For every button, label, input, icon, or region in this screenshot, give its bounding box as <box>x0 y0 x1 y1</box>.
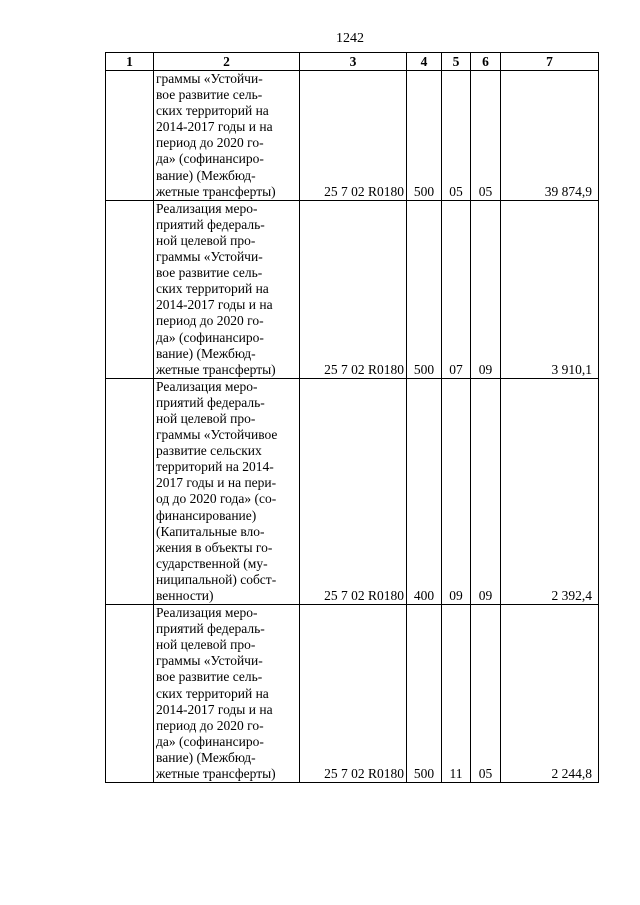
description-line: вание) (Межбюд- <box>156 345 256 361</box>
description-line: ной целевой про- <box>156 637 256 653</box>
description-line: вание) (Межбюд- <box>156 167 256 183</box>
description-line: финансирование) <box>156 507 257 523</box>
description-line: территорий на 2014- <box>156 459 274 475</box>
description-line: граммы «Устойчи- <box>156 249 263 265</box>
row-number-cell <box>106 71 154 201</box>
description-line: приятий федераль- <box>156 621 265 637</box>
description-cell <box>154 200 300 378</box>
section-cell: 09 <box>442 378 471 604</box>
description-line: развитие сельских <box>156 443 262 459</box>
description-line: ских территорий на <box>156 685 269 701</box>
description-line: да» (софинансиро- <box>156 329 264 345</box>
subsection-cell: 05 <box>471 71 501 201</box>
description-line: Реализация меро- <box>156 200 258 216</box>
amount-cell: 3 910,1 <box>501 200 599 378</box>
table-header-row <box>106 53 599 71</box>
description-line: ских территорий на <box>156 281 269 297</box>
table-row <box>106 71 599 201</box>
table-row <box>106 378 599 604</box>
description-line: вое развитие сель- <box>156 669 263 685</box>
column-header: 1 <box>106 53 154 71</box>
description-line: 2014-2017 годы и на <box>156 119 273 135</box>
description-line: сударственной (му- <box>156 555 268 571</box>
section-cell: 11 <box>442 605 471 783</box>
row-number-cell <box>106 605 154 783</box>
description-line: вание) (Межбюд- <box>156 749 256 765</box>
description-line: ских территорий на <box>156 103 269 119</box>
description-line: ной целевой про- <box>156 232 256 248</box>
description-line: ниципальной) собст- <box>156 571 277 587</box>
table-row <box>106 605 599 783</box>
column-header: 6 <box>471 53 501 71</box>
table-row <box>106 200 599 378</box>
description-line: граммы «Устойчи- <box>156 653 263 669</box>
amount-cell: 2 244,8 <box>501 605 599 783</box>
description-line: приятий федераль- <box>156 216 265 232</box>
description-line: период до 2020 го- <box>156 313 264 329</box>
expense-type-cell: 500 <box>407 605 442 783</box>
target-code-cell: 25 7 02 R0180 <box>300 71 407 201</box>
description-cell <box>154 605 300 783</box>
description-line: вое развитие сель- <box>156 87 263 103</box>
description-line: жетные трансферты) <box>156 766 276 782</box>
column-header: 4 <box>407 53 442 71</box>
description-line: да» (софинансиро- <box>156 733 264 749</box>
subsection-cell: 09 <box>471 378 501 604</box>
row-number-cell <box>106 200 154 378</box>
subsection-cell: 05 <box>471 605 501 783</box>
table-body <box>106 71 599 783</box>
target-code-cell: 25 7 02 R0180 <box>300 605 407 783</box>
expense-type-cell: 400 <box>407 378 442 604</box>
column-header: 5 <box>442 53 471 71</box>
row-number-cell <box>106 378 154 604</box>
description-line: Реализация меро- <box>156 378 258 394</box>
description-line: граммы «Устойчи- <box>156 71 263 86</box>
description-line: период до 2020 го- <box>156 135 264 151</box>
column-header: 7 <box>501 53 599 71</box>
description-line: 2014-2017 годы и на <box>156 297 273 313</box>
description-line: приятий федераль- <box>156 394 265 410</box>
description-line: 2017 годы и на пери- <box>156 475 277 491</box>
section-cell: 05 <box>442 71 471 201</box>
description-line: Реализация меро- <box>156 605 258 621</box>
expense-type-cell: 500 <box>407 200 442 378</box>
description-line: граммы «Устойчивое <box>156 427 278 443</box>
amount-cell: 39 874,9 <box>501 71 599 201</box>
description-cell <box>154 71 300 201</box>
description-line: жетные трансферты) <box>156 183 276 199</box>
subsection-cell: 09 <box>471 200 501 378</box>
description-line: ной целевой про- <box>156 410 256 426</box>
section-cell: 07 <box>442 200 471 378</box>
description-line: да» (софинансиро- <box>156 151 264 167</box>
amount-cell: 2 392,4 <box>501 378 599 604</box>
description-line: од до 2020 года» (со- <box>156 491 277 507</box>
description-line: жетные трансферты) <box>156 361 276 377</box>
column-header: 2 <box>154 53 300 71</box>
description-line: (Капитальные вло- <box>156 523 265 539</box>
description-cell <box>154 378 300 604</box>
description-line: жения в объекты го- <box>156 539 273 555</box>
page-number: 1242 <box>336 31 364 46</box>
description-line: венности) <box>156 588 214 603</box>
column-header: 3 <box>300 53 407 71</box>
target-code-cell: 25 7 02 R0180 <box>300 200 407 378</box>
expense-type-cell: 500 <box>407 71 442 201</box>
target-code-cell: 25 7 02 R0180 <box>300 378 407 604</box>
description-line: вое развитие сель- <box>156 265 263 281</box>
budget-table <box>105 52 599 783</box>
description-line: 2014-2017 годы и на <box>156 701 273 717</box>
description-line: период до 2020 го- <box>156 717 264 733</box>
